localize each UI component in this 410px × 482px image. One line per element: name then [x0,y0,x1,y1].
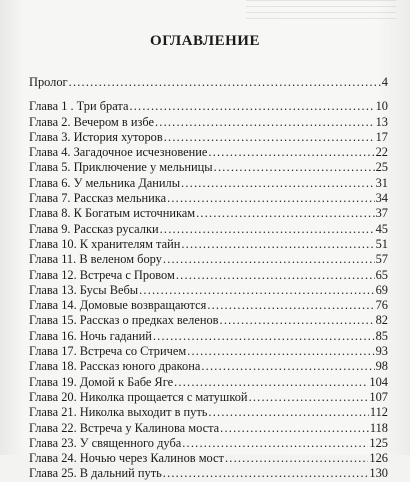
toc-entry-label: Глава 11. В веленом бору [29,252,162,267]
toc-entry-page: 65 [375,267,388,282]
show-through-text [246,0,396,20]
toc-entry-chapter [29,298,388,313]
toc-entry-label: Глава 19. Домой к Бабе Яге [29,374,174,389]
toc-entry-page: 10 [375,99,388,114]
toc-entry-label: Глава 9. Рассказ русалки [29,221,159,236]
toc-entry-page: 37 [375,206,388,221]
toc-entry-page: 4 [381,75,388,89]
dot-leader [160,222,375,237]
toc-entry-label: Глава 21. Николка выходит в путь [29,405,208,420]
dot-leader [129,99,374,114]
dot-leader [181,176,375,191]
toc-entry-chapter [29,329,388,344]
toc-entry-chapter [29,405,388,420]
dot-leader [214,160,375,175]
toc-entry-label: Глава 24. Ночью через Калинов мост [29,451,224,466]
toc-entry-label: Глава 17. Встреча со Стричем [29,344,187,359]
section-gap [29,90,388,99]
toc-entry-chapter [29,375,388,390]
toc-title: ОГЛАВЛЕНИЕ [150,33,260,49]
dot-leader [208,405,368,420]
toc-entry-chapter [29,145,388,160]
toc-entry-label: Глава 10. К хранителям тайн [29,236,181,251]
dot-leader [164,130,375,145]
toc-entry-page: 69 [375,282,388,297]
dot-leader [176,268,375,283]
toc-entry-chapter [29,130,388,145]
toc-entry-label: Глава 20. Николка прощается с матушкой [29,389,248,404]
table-of-contents [29,75,388,482]
toc-entry-chapter [29,160,388,175]
chapter-list [29,99,388,481]
toc-entry-label: Глава 25. В дальний путь [29,466,162,481]
dot-leader [220,313,375,328]
toc-entry-chapter [29,99,388,114]
toc-entry-chapter [29,344,388,359]
toc-entry-page: 45 [375,221,388,236]
toc-entry-page: 125 [369,435,388,450]
toc-entry-chapter [29,237,388,252]
dot-leader [220,421,369,436]
toc-entry-page: 98 [375,359,388,374]
toc-entry-chapter [29,252,388,267]
dot-leader [139,283,375,298]
dot-leader [201,359,374,374]
dot-leader [181,237,374,252]
toc-entry-label: Глава 23. У священного дуба [29,435,182,450]
dot-leader [208,145,374,160]
toc-entry-chapter [29,313,388,328]
toc-entry-chapter [29,222,388,237]
toc-entry-page: 22 [375,145,388,160]
toc-entry-label: Глава 2. Вечером в избе [29,114,154,129]
toc-entry-page: 31 [375,175,388,190]
toc-entry-chapter [29,466,388,481]
toc-entry-label: Глава 15. Рассказ о предках веленов [29,313,219,328]
toc-entry-label: Глава 18. Рассказ юного дракона [29,359,201,374]
toc-entry-page: 104 [369,374,388,389]
dot-leader [174,375,368,390]
toc-entry-label: Глава 12. Встреча с Провом [29,267,175,282]
toc-entry-label: Глава 8. К Богатым источникам [29,206,196,221]
toc-entry-chapter [29,268,388,283]
dot-leader [155,115,375,130]
dot-leader [167,191,375,206]
toc-entry-chapter [29,390,388,405]
toc-entry-label: Глава 6. У мельника Данилы [29,175,181,190]
dot-leader [69,75,381,90]
toc-entry-label: Пролог [29,75,68,89]
toc-entry-label: Глава 16. Ночь гаданий [29,328,152,343]
toc-entry-label: Глава 7. Рассказ мельника [29,191,167,206]
toc-entry-page: 93 [375,344,388,359]
toc-entry-label: Глава 1 . Три брата [29,99,129,114]
toc-entry-page: 118 [369,420,388,435]
toc-entry-label: Глава 14. Домовые возвращаются [29,298,207,313]
dot-leader [249,390,369,405]
toc-entry-page: 76 [375,298,388,313]
toc-entry-prologue [29,75,388,90]
toc-entry-page: 57 [375,252,388,267]
dot-leader [207,298,374,313]
toc-entry-page: 17 [375,129,388,144]
toc-entry-page: 130 [369,466,388,481]
toc-entry-chapter [29,283,388,298]
toc-entry-label: Глава 5. Приключение у мельницы [29,160,213,175]
toc-entry-page: 85 [375,328,388,343]
toc-entry-page: 82 [375,313,388,328]
toc-entry-label: Глава 13. Бусы Вебы [29,282,139,297]
dot-leader [182,436,368,451]
dot-leader [163,466,369,481]
toc-entry-chapter [29,206,388,221]
toc-entry-chapter [29,359,388,374]
toc-entry-page: 13 [375,114,388,129]
toc-entry-label: Глава 22. Встреча у Калинова моста [29,420,220,435]
dot-leader [196,206,374,221]
toc-entry-page: 112 [369,405,388,420]
toc-entry-chapter [29,436,388,451]
toc-entry-page: 107 [369,389,388,404]
toc-entry-chapter [29,191,388,206]
toc-entry-chapter [29,421,388,436]
toc-entry-chapter [29,115,388,130]
toc-entry-label: Глава 3. История хуторов [29,129,163,144]
toc-entry-page: 51 [375,236,388,251]
dot-leader [153,329,375,344]
dot-leader [163,252,375,267]
dot-leader [225,451,368,466]
toc-entry-page: 126 [369,451,388,466]
dot-leader [187,344,374,359]
toc-entry-chapter [29,176,388,191]
toc-entry-page: 34 [375,191,388,206]
toc-entry-label: Глава 4. Загадочное исчезновение [29,145,208,160]
toc-entry-chapter [29,451,388,466]
toc-entry-page: 25 [375,160,388,175]
